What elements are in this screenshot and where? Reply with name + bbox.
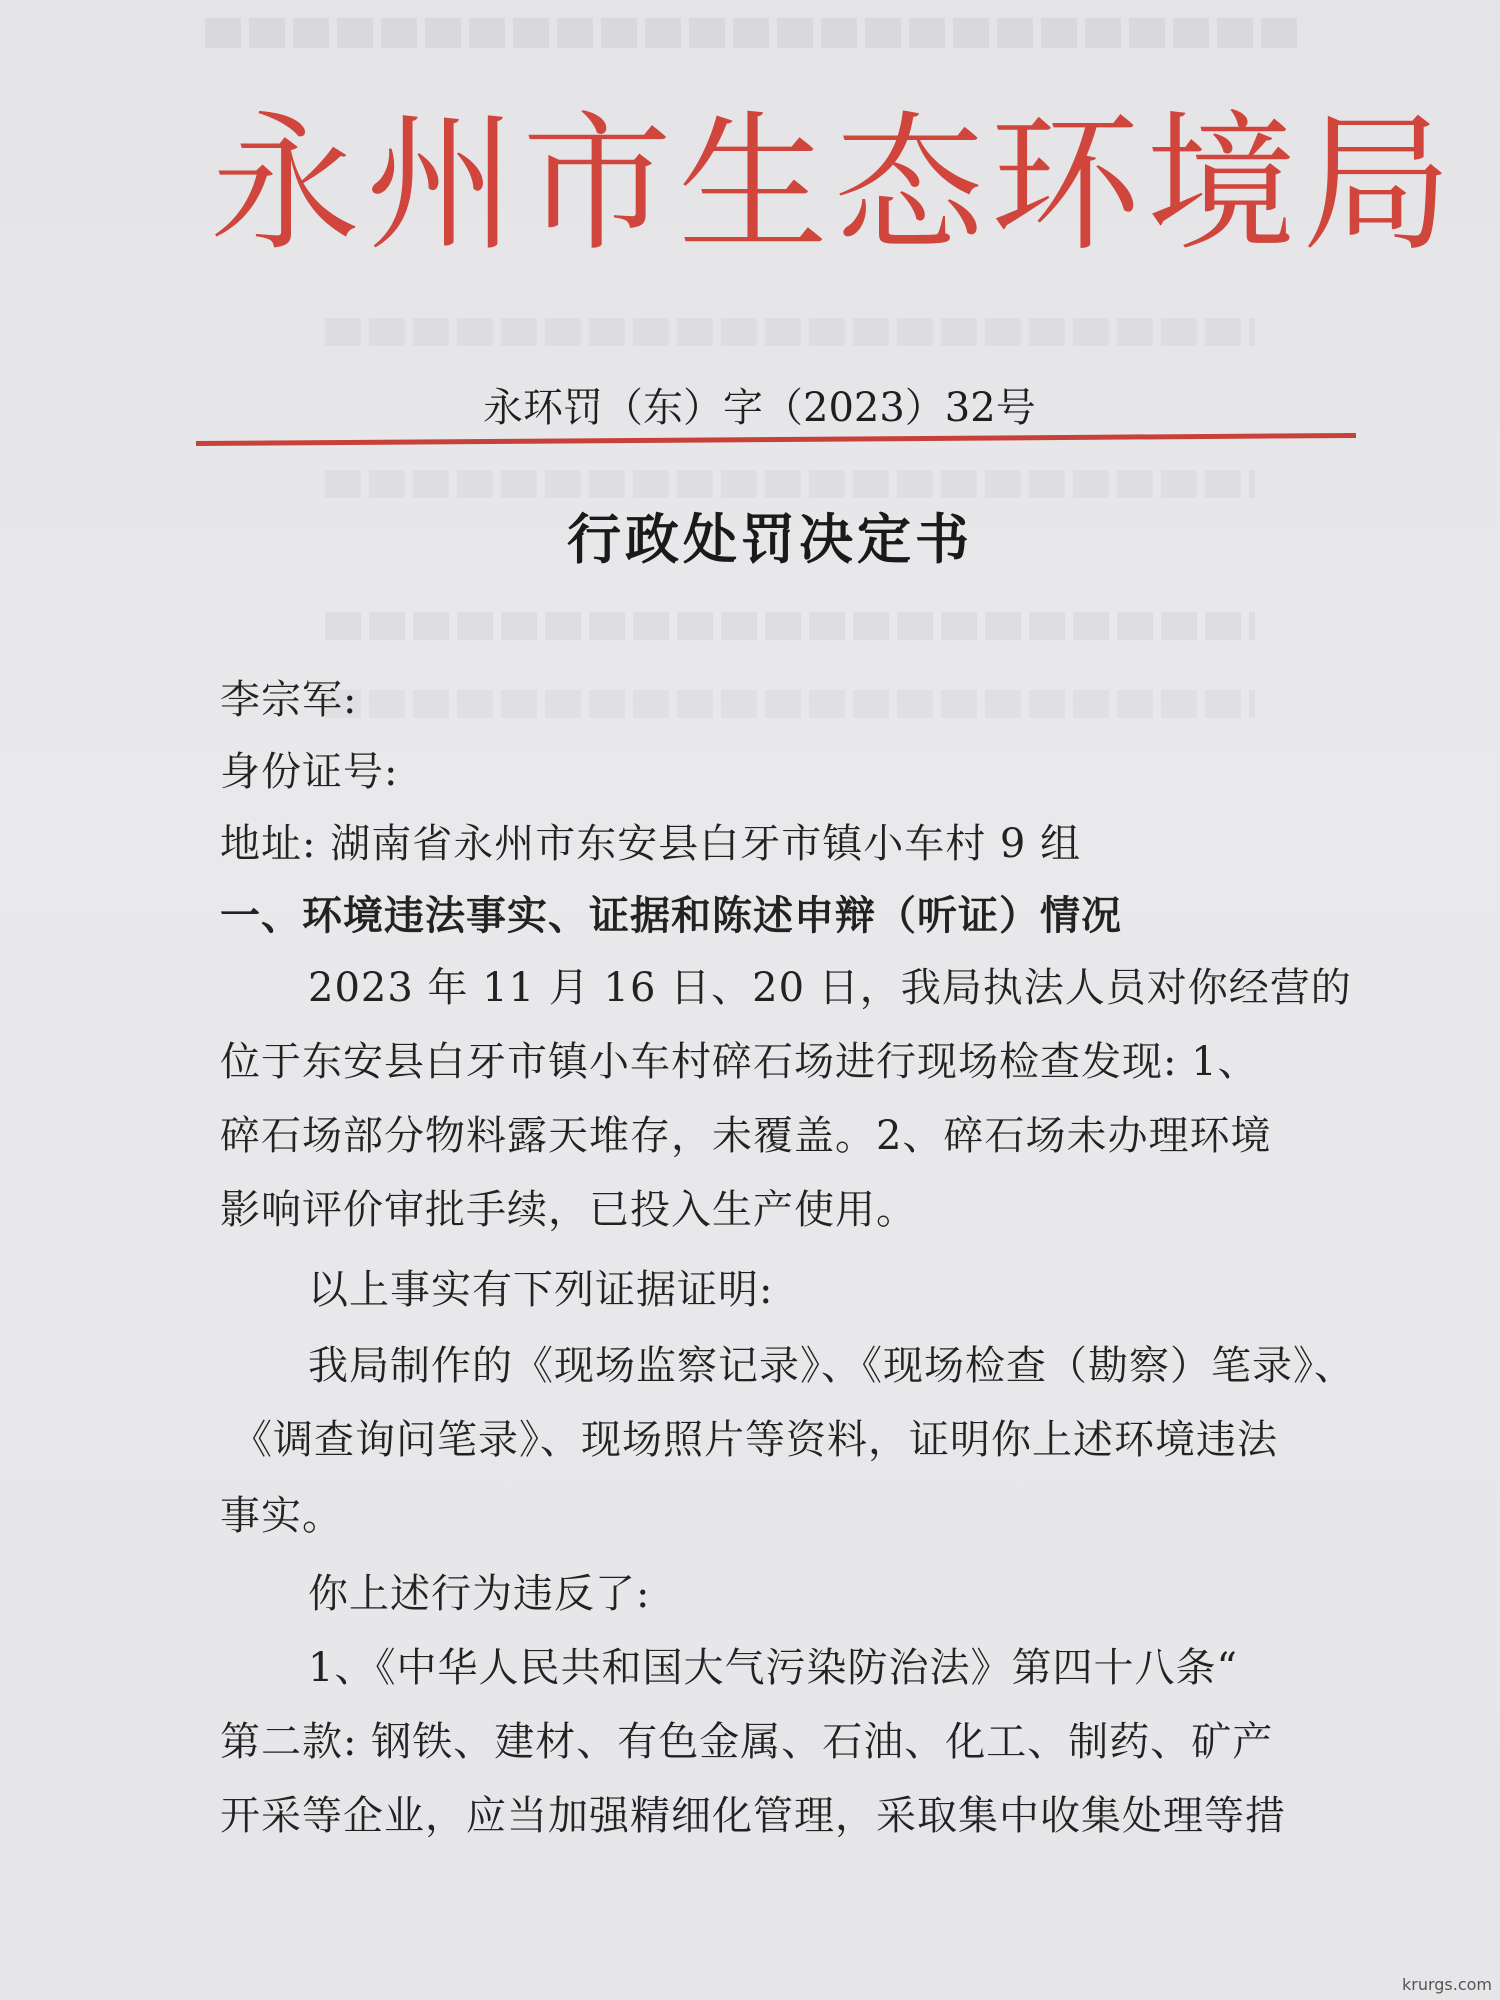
bleed-through-top: [205, 18, 1305, 48]
party-id: 身份证号:: [220, 749, 399, 795]
body-line: 第二款: 钢铁、建材、有色金属、石油、化工、制药、矿产: [220, 1719, 1274, 1765]
body-line: 事实。: [220, 1493, 343, 1539]
body-line: 1、《中华人民共和国大气污染防治法》第四十八条“: [308, 1645, 1238, 1691]
body-line: 位于东安县白牙市镇小车村碎石场进行现场检查发现: 1、: [220, 1039, 1259, 1085]
body-line: 碎石场部分物料露天堆存，未覆盖。2、碎石场未办理环境: [220, 1113, 1272, 1159]
party-address: 地址: 湖南省永州市东安县白牙市镇小车村 9 组: [220, 821, 1082, 867]
bleed-through-row: [325, 690, 1255, 718]
body-line: 2023 年 11 月 16 日、20 日，我局执法人员对你经营的: [308, 965, 1352, 1011]
body-line: 你上述行为违反了:: [308, 1571, 651, 1617]
bleed-through-row: [325, 470, 1255, 498]
body-line: 开采等企业，应当加强精细化管理，采取集中收集处理等措: [220, 1793, 1286, 1839]
section-heading: 一、环境违法事实、证据和陈述申辩（听证）情况: [220, 893, 1122, 939]
bleed-through-row: [325, 318, 1255, 346]
agency-name: 永州市生态环境局: [210, 98, 1459, 272]
body-line: 以上事实有下列证据证明:: [308, 1267, 774, 1313]
body-line: 我局制作的《现场监察记录》、《现场检查（勘察）笔录》、: [308, 1343, 1355, 1389]
document-number: 永环罚（东）字（2023）32号: [483, 385, 1036, 431]
watermark-text: krurgs.com: [1401, 1975, 1492, 1994]
bleed-through-row: [325, 612, 1255, 640]
body-line: 影响评价审批手续，已投入生产使用。: [220, 1187, 917, 1233]
body-line: 《调查询问笔录》、现场照片等资料，证明你上述环境违法: [232, 1417, 1278, 1463]
document-title: 行政处罚决定书: [567, 508, 973, 571]
party-name: 李宗军:: [220, 677, 358, 723]
